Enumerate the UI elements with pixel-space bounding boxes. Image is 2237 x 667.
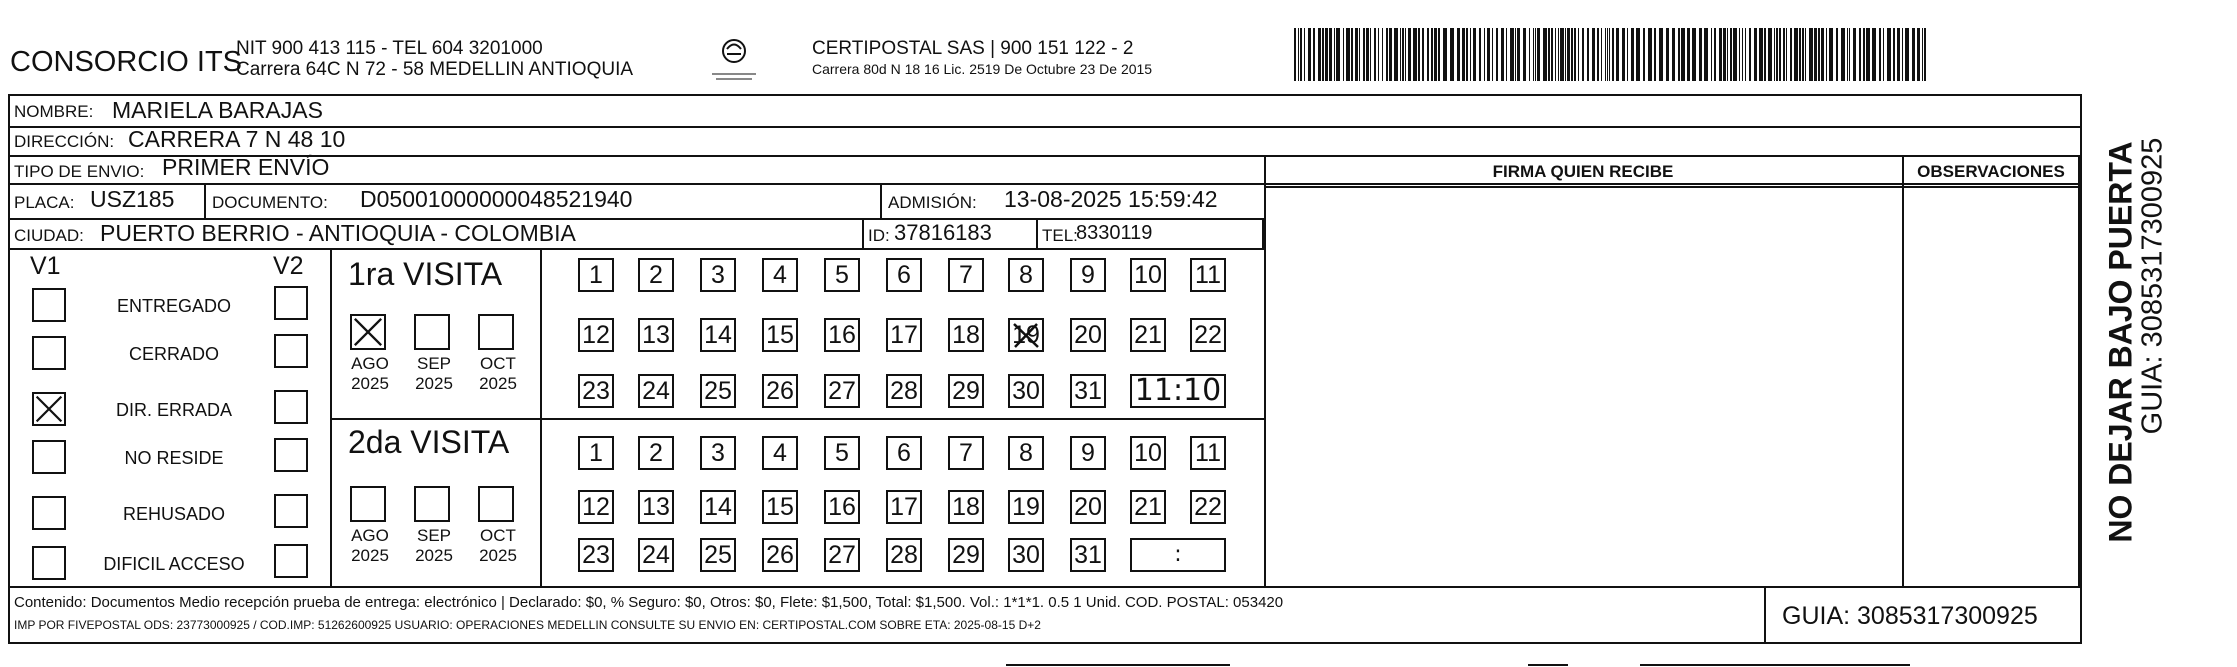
first-visit-day-7[interactable]: 7 xyxy=(948,258,984,292)
second-visit-day-31[interactable]: 31 xyxy=(1070,538,1106,572)
second-visit-day-13[interactable]: 13 xyxy=(638,490,674,524)
v2-label: V2 xyxy=(273,252,304,280)
month-label: SEP xyxy=(416,354,452,373)
v2-checkbox[interactable] xyxy=(274,544,308,578)
year-label: 2025 xyxy=(351,374,389,393)
first-visit-day-20[interactable]: 20 xyxy=(1070,318,1106,352)
v2-checkbox[interactable] xyxy=(274,286,308,320)
placa-label: PLACA: xyxy=(14,193,75,212)
v2-checkbox[interactable] xyxy=(274,334,308,368)
id-label: ID: xyxy=(868,226,890,245)
v1-checkbox[interactable] xyxy=(32,496,66,530)
footer-contenido: Contenido: Documentos Medio recepción prueba de entrega: electrónico | Declarado: $0, % Seguro: $0, Otros: $0, Flete: $1,500, Total: $1,500. Vol.: 1*1*1. 0.5 1 Unid. COD. POSTAL: 053420 xyxy=(14,594,1284,611)
x-mark-icon xyxy=(34,394,64,424)
year-label: 2025 xyxy=(479,546,517,565)
nombre-label: NOMBRE: xyxy=(14,102,94,121)
second-visit-day-9[interactable]: 9 xyxy=(1070,436,1106,470)
company-name: CONSORCIO ITS xyxy=(10,46,243,78)
first-visit-day-1[interactable]: 1 xyxy=(578,258,614,292)
first-visit-day-11[interactable]: 11 xyxy=(1190,258,1226,292)
first-visit-day-25[interactable]: 25 xyxy=(700,374,736,408)
first-visit-day-13[interactable]: 13 xyxy=(638,318,674,352)
second-visit-day-12[interactable]: 12 xyxy=(578,490,614,524)
footer-guia: GUIA: 3085317300925 xyxy=(1782,602,2038,630)
scan-edge-mark xyxy=(1006,664,1230,666)
first-visit-day-19[interactable]: 19 xyxy=(1008,318,1044,352)
documento-value: D05001000000048521940 xyxy=(360,186,633,212)
no-dejar-bajo-puerta: NO DEJAR BAJO PUERTA xyxy=(2102,141,2139,543)
month-label: OCT xyxy=(480,354,516,373)
v1-checkbox[interactable] xyxy=(32,440,66,474)
second-visit-day-20[interactable]: 20 xyxy=(1070,490,1106,524)
nit-line: NIT 900 413 115 - TEL 604 3201000 xyxy=(236,38,543,59)
ciudad-value: PUERTO BERRIO - ANTIOQUIA - COLOMBIA xyxy=(100,220,576,246)
second-visit-day-1[interactable]: 1 xyxy=(578,436,614,470)
second-visit-day-16[interactable]: 16 xyxy=(824,490,860,524)
certipostal-line: CERTIPOSTAL SAS | 900 151 122 - 2 xyxy=(812,38,1134,59)
admision-value: 13-08-2025 15:59:42 xyxy=(1004,186,1218,212)
month-label: AGO xyxy=(351,354,389,373)
v2-checkbox[interactable] xyxy=(274,438,308,472)
first-visit-day-31[interactable]: 31 xyxy=(1070,374,1106,408)
month-label: SEP xyxy=(416,526,452,545)
certipostal-address: Carrera 80d N 18 16 Lic. 2519 De Octubre 23 De 2015 xyxy=(812,61,1153,77)
second-visit-day-2[interactable]: 2 xyxy=(638,436,674,470)
first-visit-day-29[interactable]: 29 xyxy=(948,374,984,408)
second-visit-day-21[interactable]: 21 xyxy=(1130,490,1166,524)
tipo-envio-value: PRIMER ENVÍO xyxy=(162,154,330,180)
second-visit-month-checkbox[interactable] xyxy=(414,486,450,522)
status-label: NO RESIDE xyxy=(124,448,224,468)
second-visit-day-28[interactable]: 28 xyxy=(886,538,922,572)
second-visit-day-24[interactable]: 24 xyxy=(638,538,674,572)
first-visit-day-30[interactable]: 30 xyxy=(1008,374,1044,408)
direccion-value: CARRERA 7 N 48 10 xyxy=(128,126,346,152)
direccion-label: DIRECCIÓN: xyxy=(14,132,115,151)
scan-edge-mark xyxy=(1528,664,1568,666)
v1-checkbox[interactable] xyxy=(32,336,66,370)
second-visit-day-5[interactable]: 5 xyxy=(824,436,860,470)
second-visit-day-8[interactable]: 8 xyxy=(1008,436,1044,470)
second-visit-title: 2da VISITA xyxy=(348,424,510,460)
certipostal-logo-icon xyxy=(704,36,764,86)
first-visit-day-3[interactable]: 3 xyxy=(700,258,736,292)
second-visit-day-11[interactable]: 11 xyxy=(1190,436,1226,470)
first-visit-day-28[interactable]: 28 xyxy=(886,374,922,408)
second-visit-day-4[interactable]: 4 xyxy=(762,436,798,470)
tipo-envio-label: TIPO DE ENVIO: xyxy=(14,162,145,181)
second-visit-month-checkbox[interactable] xyxy=(350,486,386,522)
status-label: DIR. ERRADA xyxy=(115,400,232,420)
status-label: DIFICIL ACCESO xyxy=(103,554,245,574)
first-visit-day-8[interactable]: 8 xyxy=(1008,258,1044,292)
ciudad-label: CIUDAD: xyxy=(14,226,84,245)
x-mark-icon xyxy=(352,316,384,348)
first-visit-day-2[interactable]: 2 xyxy=(638,258,674,292)
second-visit-day-27[interactable]: 27 xyxy=(824,538,860,572)
second-visit-day-7[interactable]: 7 xyxy=(948,436,984,470)
first-visit-day-15[interactable]: 15 xyxy=(762,318,798,352)
v1-checkbox[interactable] xyxy=(32,288,66,322)
id-value: 37816183 xyxy=(894,220,992,245)
second-visit-day-15[interactable]: 15 xyxy=(762,490,798,524)
second-visit-day-29[interactable]: 29 xyxy=(948,538,984,572)
tel-label: TEL: xyxy=(1042,226,1078,245)
second-visit-month-checkbox[interactable] xyxy=(478,486,514,522)
v2-checkbox[interactable] xyxy=(274,494,308,528)
first-visit-day-16[interactable]: 16 xyxy=(824,318,860,352)
second-visit-day-23[interactable]: 23 xyxy=(578,538,614,572)
certipostal-logo xyxy=(704,36,764,86)
year-label: 2025 xyxy=(415,374,453,393)
second-visit-day-10[interactable]: 10 xyxy=(1130,436,1166,470)
first-visit-day-5[interactable]: 5 xyxy=(824,258,860,292)
first-visit-day-27[interactable]: 27 xyxy=(824,374,860,408)
first-visit-day-17[interactable]: 17 xyxy=(886,318,922,352)
first-visit-day-26[interactable]: 26 xyxy=(762,374,798,408)
firma-header: FIRMA QUIEN RECIBE xyxy=(1492,162,1674,181)
second-visit-day-25[interactable]: 25 xyxy=(700,538,736,572)
first-visit-day-12[interactable]: 12 xyxy=(578,318,614,352)
barcode xyxy=(1294,28,1930,81)
x-mark-icon xyxy=(1010,320,1042,350)
status-label: CERRADO xyxy=(128,344,219,364)
v1-checkbox[interactable] xyxy=(32,546,66,580)
first-visit-day-10[interactable]: 10 xyxy=(1130,258,1166,292)
placa-value: USZ185 xyxy=(90,186,175,212)
nombre-value: MARIELA BARAJAS xyxy=(112,97,323,123)
tel-value: 8330119 xyxy=(1076,222,1153,244)
first-visit-day-24[interactable]: 24 xyxy=(638,374,674,408)
company-address: Carrera 64C N 72 - 58 MEDELLIN ANTIOQUIA xyxy=(236,59,634,80)
first-visit-month-checkbox[interactable] xyxy=(414,314,450,350)
v1-label: V1 xyxy=(30,252,61,280)
status-label: REHUSADO xyxy=(122,504,225,524)
second-visit-day-3[interactable]: 3 xyxy=(700,436,736,470)
second-visit-day-30[interactable]: 30 xyxy=(1008,538,1044,572)
first-visit-day-6[interactable]: 6 xyxy=(886,258,922,292)
second-visit-day-18[interactable]: 18 xyxy=(948,490,984,524)
month-label: AGO xyxy=(351,526,389,545)
scan-edge-mark xyxy=(1640,664,1910,666)
v2-checkbox[interactable] xyxy=(274,390,308,424)
first-visit-time-field[interactable]: 11:10 xyxy=(1130,374,1226,408)
admision-label: ADMISIÓN: xyxy=(888,193,977,212)
first-visit-day-23[interactable]: 23 xyxy=(578,374,614,408)
documento-label: DOCUMENTO: xyxy=(212,193,328,212)
second-visit-day-19[interactable]: 19 xyxy=(1008,490,1044,524)
first-visit-day-18[interactable]: 18 xyxy=(948,318,984,352)
v1-checkbox[interactable] xyxy=(32,392,66,426)
second-visit-day-6[interactable]: 6 xyxy=(886,436,922,470)
footer-imp: IMP POR FIVEPOSTAL ODS: 23773000925 / COD.IMP: 51262600925 USUARIO: OPERACIONES MEDELLIN CONSULTE SU ENVIO EN: CERTIPOSTAL.COM SOBRE ETA: 2025-08-15 D+2 xyxy=(14,618,1041,632)
side-guia: GUIA: 3085317300925 xyxy=(2136,137,2169,435)
first-visit-day-14[interactable]: 14 xyxy=(700,318,736,352)
second-visit-day-22[interactable]: 22 xyxy=(1190,490,1226,524)
observaciones-header: OBSERVACIONES xyxy=(1917,162,2065,181)
first-visit-month-checkbox[interactable] xyxy=(478,314,514,350)
first-visit-day-9[interactable]: 9 xyxy=(1070,258,1106,292)
first-visit-day-4[interactable]: 4 xyxy=(762,258,798,292)
status-label: ENTREGADO xyxy=(116,296,231,316)
first-visit-title: 1ra VISITA xyxy=(348,256,503,292)
year-label: 2025 xyxy=(415,546,453,565)
second-visit-time-field[interactable]: : xyxy=(1130,538,1226,572)
month-label: OCT xyxy=(480,526,516,545)
second-visit-day-14[interactable]: 14 xyxy=(700,490,736,524)
first-visit-day-22[interactable]: 22 xyxy=(1190,318,1226,352)
year-label: 2025 xyxy=(479,374,517,393)
year-label: 2025 xyxy=(351,546,389,565)
first-visit-day-21[interactable]: 21 xyxy=(1130,318,1166,352)
second-visit-day-17[interactable]: 17 xyxy=(886,490,922,524)
first-visit-month-checkbox[interactable] xyxy=(350,314,386,350)
second-visit-day-26[interactable]: 26 xyxy=(762,538,798,572)
